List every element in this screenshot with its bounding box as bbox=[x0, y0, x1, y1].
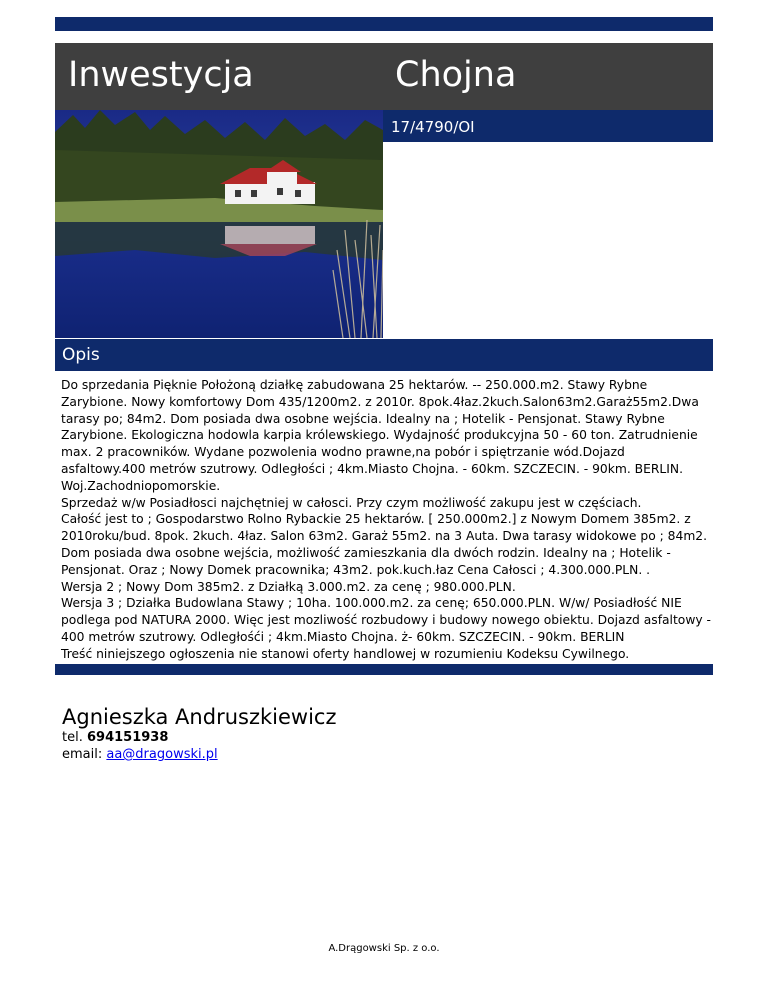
listing-header bbox=[55, 43, 713, 110]
description-body bbox=[61, 377, 711, 663]
description-paragraph: Całość jest to ; Gospodarstwo Rolno Rybackie 25 hektarów. [ 250.000m2.] z Nowym Domem 385m2. z 2010roku/bud. 8pok. 2kuch. 4łaz. Salon 63m2. Garaż 55m2. na 3 Auta. Dwa tarasy widokowe po ; 84m2. Dom posiada dwa osobne wejścia, możliwość zamieszkania dla dwóch rodzin. Idealny na ; Hotelik - Pensjonat. Oraz ; Nowy Domek pracownika; 43m2. pok.kuch.łaz Cena Całosci ; 4.300.000.PLN. . bbox=[61, 512, 708, 577]
footer-company: A.Drągowski Sp. z o.o. bbox=[328, 943, 440, 954]
property-photo bbox=[55, 110, 383, 338]
reference-number-bar bbox=[383, 110, 713, 142]
description-paragraph: Wersja 2 ; Nowy Dom 385m2. z Działką 3.000.m2. za cenę ; 980.000.PLN. bbox=[61, 579, 516, 594]
property-photo-image bbox=[55, 110, 383, 338]
bottom-divider-bar bbox=[55, 664, 713, 675]
description-paragraph: Do sprzedania Pięknie Położoną działkę zabudowana 25 hektarów. -- 250.000.m2. Stawy Rybne Zarybione. Nowy komfortowy Dom 435/1200m2. z 2010r. 8pok.4łaz.2kuch.Salon63m2.Garaż55m2.Dwa tarasy po; 84m2. Dom posiada dwa osobne wejścia. Idealny na ; Hotelik - Pensjonat. Stawy Rybne Zarybione. Ekologiczna hodowla karpia królewskiego. Wydajność produkcyjna 50 - 60 ton. Zatrudnienie max. 2 pracowników. Wydane pozwolenia wodno prawne,na pobór i spiętrzanie wód.Dojazd asfaltowy.400 metrów szutrowy. Odległości ; 4km.Miasto Chojna. - 60km. SZCZECIN. - 90km. BERLIN. Woj.Zachodniopomorskie. bbox=[61, 378, 699, 493]
description-paragraph: Wersja 3 ; Działka Budowlana Stawy ; 10ha. 100.000.m2. za cenę; 650.000.PLN. W/w/ Posiadłość NIE podlega pod NATURA 2000. Więc jest mozliwość rozbudowy i budowy nowego obiektu. Dojazd asfaltowy - 400 metrów szutrowy. Odległośći ; 4km.Miasto Chojna. ż- 60km. SZCZECIN. - 90km. BERLIN bbox=[61, 596, 711, 644]
email-link[interactable]: aa@dragowski.pl bbox=[106, 747, 218, 762]
email-label: email: bbox=[62, 747, 103, 762]
phone-label: tel. bbox=[62, 730, 83, 745]
phone-number: 694151938 bbox=[86, 730, 169, 745]
description-heading-bar bbox=[55, 339, 713, 371]
listing-title-type: Inwestycja bbox=[68, 55, 254, 95]
contact-block bbox=[62, 705, 662, 763]
email-line bbox=[62, 746, 662, 763]
reference-number: 17/4790/OI bbox=[391, 118, 475, 136]
description-heading: Opis bbox=[62, 345, 100, 365]
top-divider-bar bbox=[55, 17, 713, 31]
phone-line bbox=[62, 729, 662, 746]
description-paragraph: Sprzedaż w/w Posiadłosci najchętniej w całosci. Przy czym możliwość zakupu jest w częściach. bbox=[61, 495, 642, 510]
agent-name: Agnieszka Andruszkiewicz bbox=[62, 705, 337, 729]
listing-title-location: Chojna bbox=[395, 55, 517, 95]
description-paragraph: Treść niniejszego ogłoszenia nie stanowi oferty handlowej w rozumieniu Kodeksu Cywilnego. bbox=[61, 646, 630, 661]
